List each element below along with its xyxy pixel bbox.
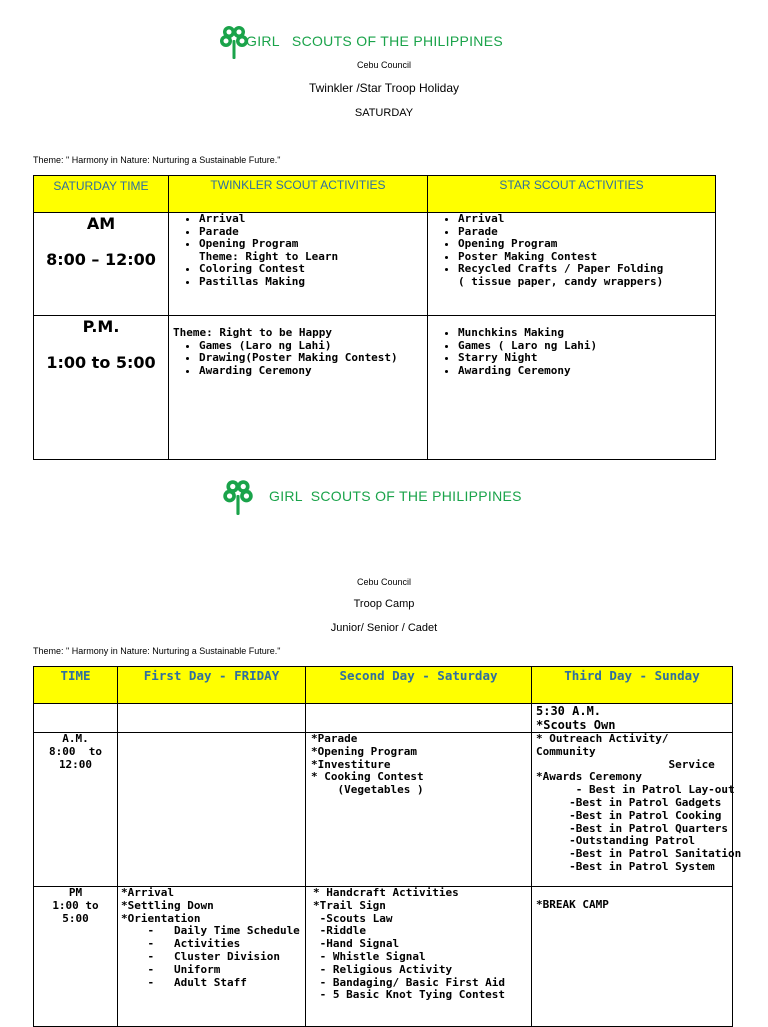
- schedule-line: -Best in Patrol Quarters: [536, 821, 729, 835]
- schedule-line: * Outreach Activity/: [536, 732, 669, 745]
- twinkler-pm-cell: [169, 316, 428, 460]
- list-item: • Pastillas Making: [199, 276, 427, 289]
- header-cell: SATURDAY TIME: [34, 176, 169, 213]
- schedule-line: - Adult Staff: [121, 975, 247, 989]
- list-item: • Coloring Contest: [199, 263, 427, 276]
- time-line: 12:00: [58, 757, 93, 771]
- list-item: • Recycled Crafts / Paper Folding: [458, 263, 715, 276]
- schedule-line: - Cluster Division: [121, 949, 280, 963]
- list-item: • Starry Night: [458, 352, 715, 365]
- theme-text: Theme: " Harmony in Nature: Nurturing a Sustainable Future.": [33, 155, 281, 165]
- time-line: PM: [68, 886, 83, 899]
- list-item: • Parade: [458, 226, 715, 239]
- troop-holiday-table: [33, 175, 716, 460]
- star-am-cell: [428, 213, 716, 316]
- list-item: • Opening Program: [199, 238, 427, 251]
- table-header-row: [34, 667, 733, 704]
- list-item: • Arrival: [199, 213, 427, 226]
- header-cell: TWINKLER SCOUT ACTIVITIES: [169, 176, 428, 213]
- schedule-line: -Outstanding Patrol: [536, 834, 695, 848]
- time-cell: [34, 213, 169, 316]
- list-item: • Munchkins Making: [458, 327, 715, 340]
- header-cell: Third Day - Sunday: [532, 667, 733, 704]
- schedule-line: *Orientation: [121, 911, 201, 925]
- schedule-line: - Best in Patrol Lay-out: [536, 783, 735, 797]
- list-item: • Awarding Ceremony: [199, 365, 427, 378]
- table-row: [34, 887, 733, 1027]
- sunday-am-cell: [532, 732, 742, 887]
- council-name: Cebu Council: [356, 60, 412, 70]
- header-cell: STAR SCOUT ACTIVITIES: [428, 176, 716, 213]
- list-item: • Parade: [199, 226, 427, 239]
- am-time: 8:00 – 12:00: [46, 250, 156, 269]
- time-cell: [34, 887, 118, 1027]
- council-name: Cebu Council: [356, 577, 412, 587]
- time-cell: [34, 733, 118, 887]
- schedule-line: - Activities: [121, 937, 241, 951]
- table-header-row: [34, 176, 716, 213]
- schedule-line: -Scouts Law: [313, 911, 393, 925]
- schedule-line: Community: [536, 744, 596, 758]
- list-item: Theme: Right to Learn: [199, 249, 339, 263]
- schedule-line: *Opening Program: [311, 744, 417, 758]
- event-title: Twinkler /Star Troop Holiday: [308, 81, 460, 95]
- schedule-line: *Investiture: [311, 757, 391, 771]
- time-cell: [34, 704, 118, 733]
- time-line: A.M.: [62, 732, 89, 745]
- pm-time: 1:00 to 5:00: [46, 353, 156, 372]
- sunday-early-cell: [532, 704, 733, 733]
- star-pm-cell: [428, 316, 716, 460]
- schedule-line: -Best in Patrol Sanitation: [536, 847, 742, 861]
- org-name: GIRL SCOUTS OF THE PHILIPPINES: [246, 33, 503, 49]
- org-name: GIRL SCOUTS OF THE PHILIPPINES: [269, 488, 522, 504]
- schedule-line: - Whistle Signal: [313, 949, 426, 963]
- saturday-pm-cell: [306, 887, 532, 1027]
- friday-pm-cell: [118, 887, 306, 1027]
- table-row: [34, 733, 733, 887]
- trefoil-logo-icon: [220, 476, 256, 516]
- list-item: • Drawing(Poster Making Contest): [199, 352, 427, 365]
- troop-camp-table: [33, 666, 742, 1027]
- pm-theme: Theme: Right to be Happy: [173, 326, 332, 339]
- list-item: • Poster Making Contest: [458, 251, 715, 264]
- schedule-line: -Best in Patrol Gadgets: [536, 795, 722, 809]
- schedule-line: 5:30 A.M.: [536, 704, 602, 718]
- schedule-line: *BREAK CAMP: [536, 898, 609, 911]
- schedule-line: - Bandaging/ Basic First Aid: [313, 975, 506, 989]
- saturday-cell: [306, 704, 532, 733]
- time-line: 1:00 to: [52, 898, 99, 912]
- table-row: [34, 704, 733, 733]
- schedule-line: * Handcraft Activities: [313, 886, 459, 899]
- pm-label: P.M.: [82, 317, 120, 336]
- event-levels: Junior/ Senior / Cadet: [330, 622, 438, 634]
- schedule-line: *Settling Down: [121, 898, 214, 912]
- schedule-line: -Hand Signal: [313, 937, 400, 951]
- schedule-line: - 5 Basic Knot Tying Contest: [313, 988, 506, 1002]
- time-cell: [34, 316, 169, 460]
- list-item: • Arrival: [458, 213, 715, 226]
- header-cell: First Day - FRIDAY: [118, 667, 306, 704]
- schedule-line: -Best in Patrol System: [536, 859, 715, 873]
- schedule-line: (Vegetables ): [311, 783, 424, 797]
- list-item: • Games ( Laro ng Lahi): [458, 340, 715, 353]
- schedule-line: *Arrival: [121, 886, 174, 899]
- list-item: • Opening Program: [458, 238, 715, 251]
- schedule-line: *Parade: [311, 732, 358, 745]
- schedule-line: - Religious Activity: [313, 962, 453, 976]
- schedule-line: -Best in Patrol Cooking: [536, 808, 722, 822]
- schedule-line: - Uniform: [121, 962, 221, 976]
- list-item: • Games (Laro ng Lahi): [199, 340, 427, 353]
- saturday-am-cell: [306, 733, 532, 887]
- theme-text: Theme: " Harmony in Nature: Nurturing a Sustainable Future.": [33, 646, 281, 656]
- schedule-line: *Awards Ceremony: [536, 770, 642, 784]
- sunday-pm-cell: [532, 887, 733, 1027]
- schedule-line: * Cooking Contest: [311, 770, 424, 784]
- schedule-line: Service: [536, 757, 715, 771]
- header-cell: TIME: [34, 667, 118, 704]
- friday-am-cell: [118, 733, 306, 887]
- event-day: SATURDAY: [354, 107, 414, 119]
- event-title: Troop Camp: [353, 598, 415, 610]
- friday-cell: [118, 704, 306, 733]
- list-item: • Awarding Ceremony: [458, 365, 715, 378]
- table-row: [34, 316, 716, 460]
- schedule-line: *Trail Sign: [313, 898, 386, 912]
- time-line: 8:00 to: [49, 744, 102, 758]
- schedule-line: *Scouts Own: [536, 718, 616, 732]
- schedule-line: -Riddle: [313, 924, 366, 938]
- am-label: AM: [86, 214, 116, 233]
- header-cell: Second Day - Saturday: [306, 667, 532, 704]
- table-row: [34, 213, 716, 316]
- schedule-line: - Daily Time Schedule: [121, 924, 300, 938]
- list-item: ( tissue paper, candy wrappers): [458, 274, 664, 288]
- time-line: 5:00: [62, 911, 89, 925]
- twinkler-am-cell: [169, 213, 428, 316]
